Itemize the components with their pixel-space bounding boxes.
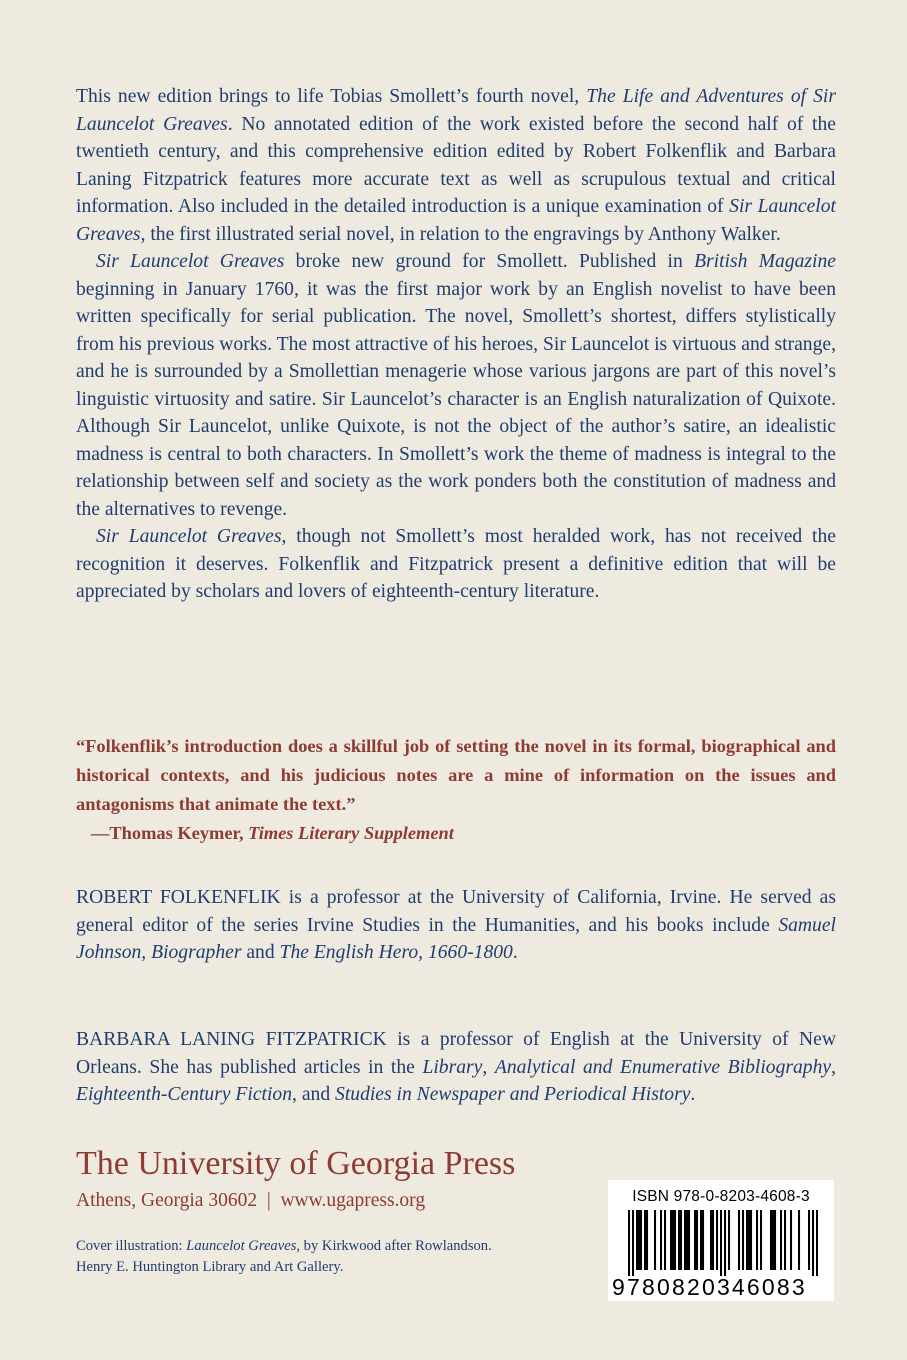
barcode-bar (812, 1210, 814, 1276)
cover-credit (76, 1236, 576, 1278)
barcode-bar (798, 1210, 800, 1270)
barcode-bar (674, 1210, 676, 1270)
barcode-bar (636, 1210, 638, 1270)
barcode-bar (772, 1210, 774, 1270)
barcode-bar (774, 1210, 776, 1270)
italic-text: Samuel Johnson, Biographer (76, 914, 836, 963)
barcode-bar (738, 1210, 740, 1270)
italic-text: Analytical and Enumerative Bibliography (494, 1056, 832, 1078)
barcode-bar (646, 1210, 648, 1270)
barcode-bar (644, 1210, 646, 1270)
barcode-bar (670, 1210, 672, 1270)
italic-text: Library (422, 1056, 483, 1078)
barcode-bar (742, 1210, 744, 1270)
italic-text: Studies in Newspaper and Periodical History (335, 1084, 691, 1105)
italic-text: Launcelot Greaves (186, 1238, 297, 1254)
italic-text: Sir Launcelot Greaves (96, 526, 282, 547)
barcode-bar (748, 1210, 750, 1270)
isbn-label: ISBN 978-0-8203-4608-3 (632, 1188, 810, 1205)
description-paragraph-2: Sir Launcelot Greaves broke new ground for Smollett. Published in British Magazine beginning in January 1760, it was the first major work by an English novelist to have been written specifically for serial publication. The novel, Smollett’s shortest, differs stylistically from his previous works. The most attractive of his heroes, Sir Launcelot is virtuous and strange, and he is surrounded by a Smollettian menagerie whose various jargons are part of this novel’s linguistic virtuosity and satire. Sir Launcelot’s character is an English naturalization of Quixote. Although Sir Launcelot, unlike Quixote, is not the object of the author’s satire, an idealistic madness is central to both characters. In Smollett’s work the theme of madness is integral to the relationship between self and society as the work ponders both the constitution of madness and the alternatives to revenge. (76, 251, 836, 520)
italic-text: British Magazine (694, 251, 836, 272)
barcode-bar (808, 1210, 810, 1270)
review-quote-block (76, 732, 836, 848)
barcode-bar (728, 1210, 730, 1270)
barcode-bar (654, 1210, 656, 1270)
isbn-barcode (608, 1180, 834, 1301)
barcode-bar (770, 1210, 772, 1270)
barcode-bar (712, 1210, 714, 1270)
barcode-digits: 9780820346083 (612, 1274, 807, 1300)
barcode-bar (750, 1210, 752, 1270)
italic-text: Sir Launcelot Greaves (76, 196, 836, 245)
barcode-bar (640, 1210, 642, 1270)
bio-text-fitzpatrick: BARBARA LANING FITZPATRICK is a professor of English at the University of New Orleans. She has published articles in the Library, Analytical and Enumerative Bibliography, Eighteenth-Century Fiction, and Studies in Newspaper and Periodical History. (76, 1029, 836, 1105)
description-paragraph-3: Sir Launcelot Greaves, though not Smollett’s most heralded work, has not received the recognition it deserves. Folkenflik and Fitzpatrick present a definitive edition that will be appreciated by scholars and lovers of eighteenth-century literature. (76, 526, 836, 602)
publisher-address: Athens, Georgia 30602 | www.ugapress.org (76, 1190, 426, 1211)
review-attribution: —Thomas Keymer, Times Literary Supplement (91, 823, 454, 843)
barcode-bar (720, 1210, 722, 1276)
barcode-bar (760, 1210, 762, 1270)
barcode-bar (716, 1210, 718, 1270)
barcode-bar (790, 1210, 792, 1270)
barcode-bar (784, 1210, 786, 1270)
barcode-bar (702, 1210, 704, 1270)
barcode-bar (664, 1210, 666, 1270)
barcode-bar (680, 1210, 682, 1270)
review-quote: “Folkenflik’s introduction does a skillful job of setting the novel in its formal, biographical and historical contexts, and his judicious notes are a mine of information on the issues and antagonisms that animate the text.” (76, 736, 836, 814)
barcode-bar (638, 1210, 640, 1270)
italic-text: The English Hero, 1660-1800 (279, 942, 513, 963)
cover-credit-line-2: Henry E. Huntington Library and Art Gallery. (76, 1259, 344, 1275)
author-bio-folkenflik (76, 884, 836, 967)
barcode-bar (756, 1210, 758, 1270)
barcode-bar (694, 1210, 696, 1270)
description-paragraph-1: This new edition brings to life Tobias Smollett’s fourth novel, The Life and Adventures of Sir Launcelot Greaves. No annotated edition of the work existed before the second half of the twentieth century, and this comprehensive edition edited by Robert Folkenflik and Barbara Laning Fitzpatrick features more accurate text as well as scrupulous textual and critical information. Also included in the detailed introduction is a unique examination of Sir Launcelot Greaves, the first illustrated serial novel, in relation to the engravings by Anthony Walker. (76, 86, 836, 245)
barcode-bar (660, 1210, 662, 1270)
bio-text-folkenflik: ROBERT FOLKENFLIK is a professor at the University of California, Irvine. He served as general editor of the series Irvine Studies in the Humanities, and his books include Samuel Johnson, Biographer and The English Hero, 1660-1800. (76, 887, 836, 963)
barcode-bar (632, 1210, 634, 1276)
barcode-bar (672, 1210, 674, 1270)
cover-credit-line-1: Cover illustration: Launcelot Greaves, by Kirkwood after Rowlandson. (76, 1238, 492, 1254)
barcode-bar (684, 1210, 686, 1270)
barcode-bar (686, 1210, 688, 1270)
barcode-bar (780, 1210, 782, 1270)
barcode-bar (696, 1210, 698, 1270)
barcode-bar (710, 1210, 712, 1270)
publisher-name: The University of Georgia Press (76, 1145, 516, 1182)
barcode-bars (628, 1210, 818, 1276)
book-description (76, 83, 836, 606)
italic-text: The Life and Adventures of Sir Launcelot Greaves (76, 86, 836, 135)
barcode-bar (724, 1210, 726, 1276)
italic-text: Sir Launcelot Greaves (96, 251, 285, 272)
barcode-bar (700, 1210, 702, 1270)
barcode-bar (746, 1210, 748, 1270)
italic-text: Eighteenth-Century Fiction (76, 1084, 293, 1105)
author-bio-fitzpatrick (76, 1026, 836, 1109)
barcode-bar (628, 1210, 630, 1276)
barcode-bar (816, 1210, 818, 1276)
barcode-bar (688, 1210, 690, 1270)
italic-text: Times Literary Supplement (248, 823, 454, 843)
barcode-bar (678, 1210, 680, 1270)
